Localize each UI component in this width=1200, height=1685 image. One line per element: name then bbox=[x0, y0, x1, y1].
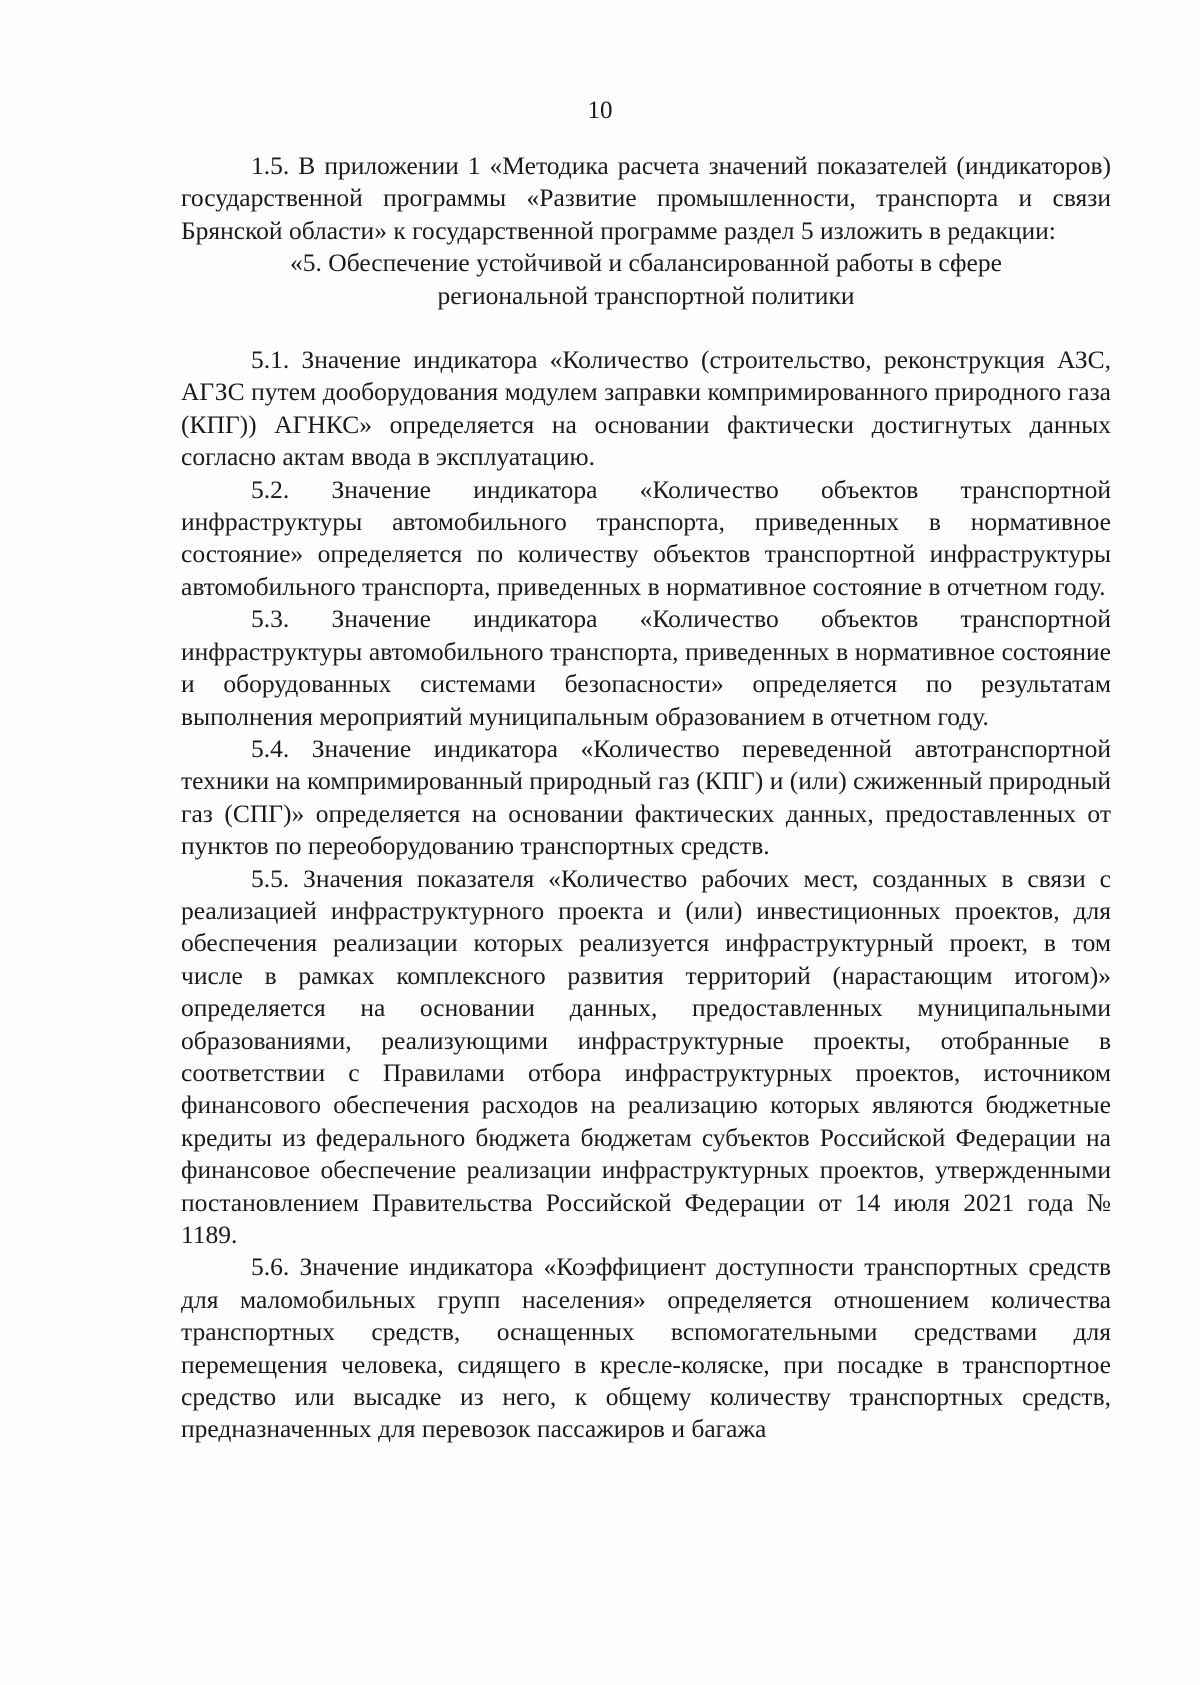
page-number: 10 bbox=[587, 97, 613, 124]
paragraph-5-1: 5.1. Значение индикатора «Количество (строительство, реконструкция АЗС, АГЗС путем дооборудования модулем заправки компримированного природного газа (КПГ)) АГНКС» определяется на основании фактически достигнутых данных согласно актам ввода в эксплуатацию. bbox=[181, 345, 1111, 472]
spacer bbox=[181, 312, 1111, 344]
paragraph-5-6: 5.6. Значение индикатора «Коэффициент доступности транспортных средств для маломобильных групп населения» определяется отношением количества транспортных средств, оснащенных вспомогательными средствами для перемещения человека, сидящего в кресле-коляске, при посадке в транспортное средство или высадке из него, к общему количеству транспортных средств, предназначенных для перевозок пассажиров и багажа bbox=[181, 1252, 1111, 1444]
paragraph-5-3: 5.3. Значение индикатора «Количество объектов транспортной инфраструктуры автомобильного транспорта, приведенных в нормативное состояние и оборудованных системами безопасности» определяется по результатам выполнения мероприятий муниципальным образованием в отчетном году. bbox=[181, 604, 1111, 731]
section-title-line-2: региональной транспортной политики bbox=[437, 280, 855, 310]
paragraph-5-4: 5.4. Значение индикатора «Количество переведенной автотранспортной техники на компримированный природный газ (КПГ) и (или) сжиженный природный газ (СПГ)» определяется на основании фактических данных, предоставленных от пунктов по переоборудованию транспортных средств. bbox=[181, 733, 1111, 861]
paragraph-5-5: 5.5. Значения показателя «Количество рабочих мест, созданных в связи с реализацией инфраструктурного проекта и (или) инвестиционных проектов, для обеспечения реализации которых реализуется инфраструктурный проект, в том числе в рамках комплексного развития территорий (нарастающим итогом)» определяется на основании данных, предоставленных муниципальными образованиями, реализующими инфраструктурные проекты, отобранные в соответствии с Правилами отбора инфраструктурных проектов, источником финансового обеспечения расходов на реализацию которых являются бюджетные кредиты из федерального бюджета бюджетам субъектов Российской Федерации на финансовое обеспечение реализации инфраструктурных проектов, утвержденными постановлением Правительства Российской Федерации от 14 июля 2021 года № 1189. bbox=[181, 863, 1111, 1249]
intro-paragraph: 1.5. В приложении 1 «Методика расчета значений показателей (индикаторов) государственной программы «Развитие промышленности, транспорта и связи Брянской области» к государственной программе раздел 5 изложить в редакции: bbox=[181, 151, 1111, 245]
paragraph-5-2: 5.2. Значение индикатора «Количество объектов транспортной инфраструктуры автомобильного транспорта, приведенных в нормативное состояние» определяется по количеству объектов транспортной инфраструктуры автомобильного транспорта, приведенных в нормативное состояние в отчетном году. bbox=[181, 474, 1111, 601]
section-title-line-1: «5. Обеспечение устойчивой и сбалансированной работы в сфере bbox=[290, 248, 1002, 278]
document-body bbox=[181, 150, 1111, 1446]
